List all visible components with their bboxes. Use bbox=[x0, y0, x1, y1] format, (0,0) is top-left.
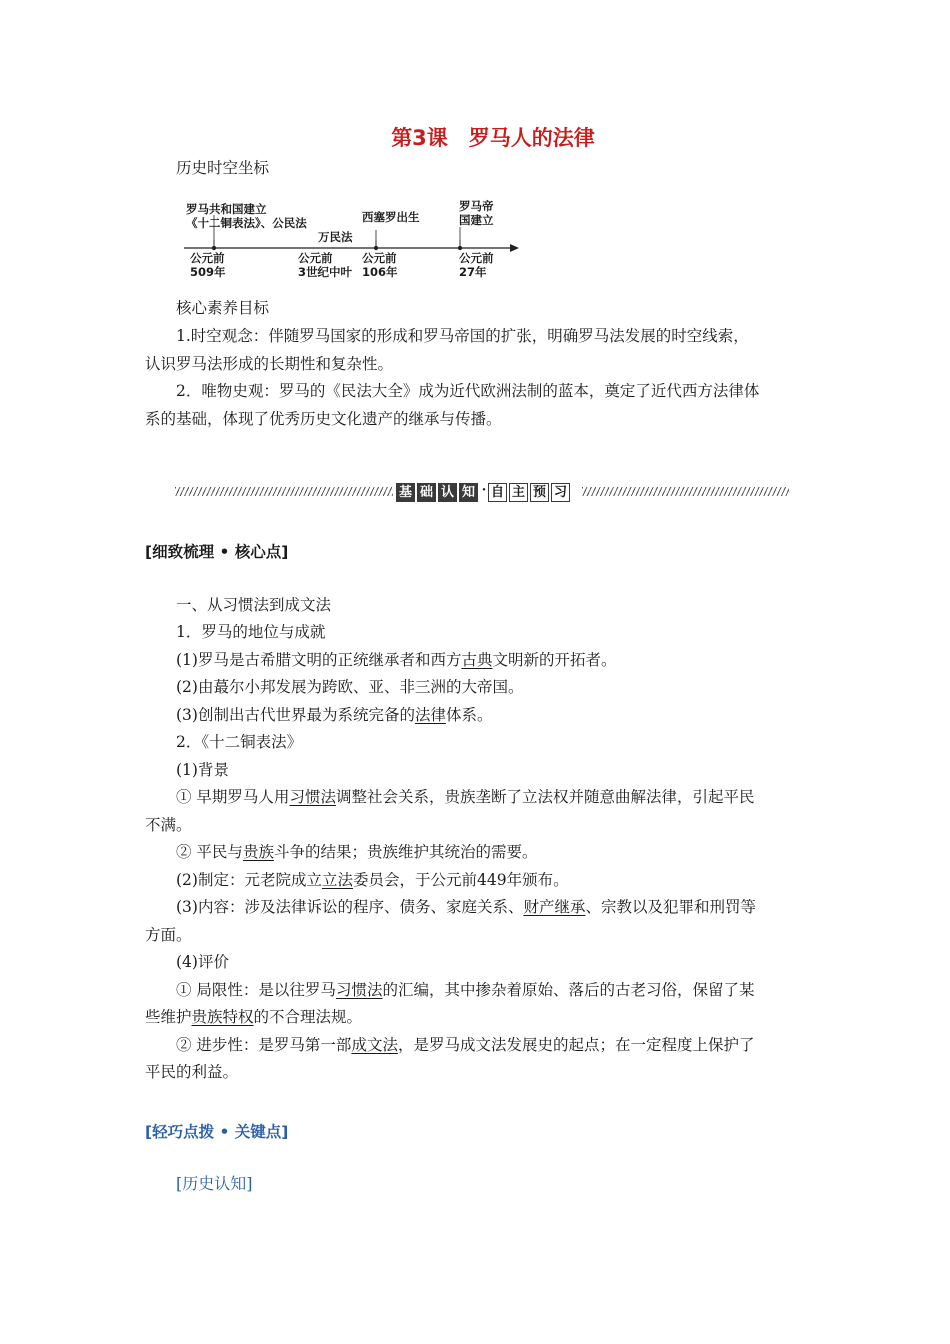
page-title: 第3课 罗马人的法律 bbox=[391, 126, 595, 150]
timeline-date: 公元前 bbox=[298, 251, 333, 265]
core-item-2: 2．唯物史观：罗马的《民法大全》成为近代欧洲法制的蓝本，奠定了近代西方法律体 bbox=[176, 382, 760, 400]
para-line: (4)评价 bbox=[176, 953, 229, 971]
section-heading-key: [轻巧点拨 • 关键点] bbox=[145, 1123, 289, 1141]
timeline-event-label: 西塞罗出生 bbox=[362, 210, 420, 224]
para-line: ① 局限性：是以往罗马习惯法的汇编，其中掺杂着原始、落后的古老习俗，保留了某 bbox=[176, 981, 755, 999]
core-heading: 核心素养目标 bbox=[176, 299, 270, 317]
timeline-date: 公元前 bbox=[459, 251, 494, 265]
timeline-date: 公元前 bbox=[362, 251, 397, 265]
para-line: (2)制定：元老院成立立法委员会，于公元前449年颁布。 bbox=[176, 871, 569, 889]
timeline-event-label: 《十二铜表法》、公民法 bbox=[186, 216, 307, 230]
section-heading-detail: [细致梳理 • 核心点] bbox=[145, 543, 289, 561]
heading-1: 一、从习惯法到成文法 bbox=[176, 596, 332, 614]
para-line: (3)创制出古代世界最为系统完备的法律体系。 bbox=[176, 706, 493, 724]
banner-hatch-right bbox=[582, 487, 789, 496]
para-line: (1)背景 bbox=[176, 761, 229, 779]
timeline-event-label: 罗马帝 bbox=[459, 199, 494, 213]
timeline-event-label: 国建立 bbox=[459, 213, 494, 227]
core-item-1: 1.时空观念：伴随罗马国家的形成和罗马帝国的扩张，明确罗马法发展的时空线索， bbox=[176, 327, 749, 345]
para-line: 平民的利益。 bbox=[145, 1063, 239, 1081]
para-line: ② 进步性：是罗马第一部成文法，是罗马成文法发展史的起点；在一定程度上保护了 bbox=[176, 1036, 755, 1054]
timeline-date: 27年 bbox=[459, 265, 487, 279]
timeline-heading: 历史时空坐标 bbox=[176, 159, 270, 177]
timeline-event-label: 万民法 bbox=[318, 230, 353, 244]
section-banner: 基 础 认 知 · 自 主 预 习 bbox=[396, 481, 572, 502]
heading-1-2: 2．《十二铜表法》 bbox=[176, 733, 303, 751]
core-item-1-cont: 认识罗马法形成的长期性和复杂性。 bbox=[145, 355, 394, 373]
banner-hatch-left bbox=[175, 487, 393, 496]
timeline-date: 3世纪中叶 bbox=[298, 265, 353, 279]
para-line: (3)内容：涉及法律诉讼的程序、债务、家庭关系、财产继承、宗教以及犯罪和刑罚等 bbox=[176, 898, 756, 916]
timeline-event-label: 罗马共和国建立 bbox=[186, 202, 267, 216]
para-line: 方面。 bbox=[145, 926, 192, 944]
para-line: 些维护贵族特权的不合理法规。 bbox=[145, 1008, 363, 1026]
para-line: ② 平民与贵族斗争的结果；贵族维护其统治的需要。 bbox=[176, 843, 538, 861]
heading-1-1: 1．罗马的地位与成就 bbox=[176, 623, 326, 641]
para-line: (2)由蕞尔小邦发展为跨欧、亚、非三洲的大帝国。 bbox=[176, 678, 524, 696]
core-item-2-cont: 系的基础，体现了优秀历史文化遗产的继承与传播。 bbox=[145, 410, 502, 428]
para-line: ① 早期罗马人用习惯法调整社会关系，贵族垄断了立法权并随意曲解法律，引起平民 bbox=[176, 788, 755, 806]
timeline-date: 公元前 bbox=[190, 251, 225, 265]
section-heading-cognition: [历史认知] bbox=[176, 1174, 253, 1193]
timeline-date: 106年 bbox=[362, 265, 398, 279]
para-line: (1)罗马是古希腊文明的正统继承者和西方古典文明新的开拓者。 bbox=[176, 651, 617, 669]
para-line: 不满。 bbox=[145, 816, 192, 834]
timeline-date: 509年 bbox=[190, 265, 226, 279]
